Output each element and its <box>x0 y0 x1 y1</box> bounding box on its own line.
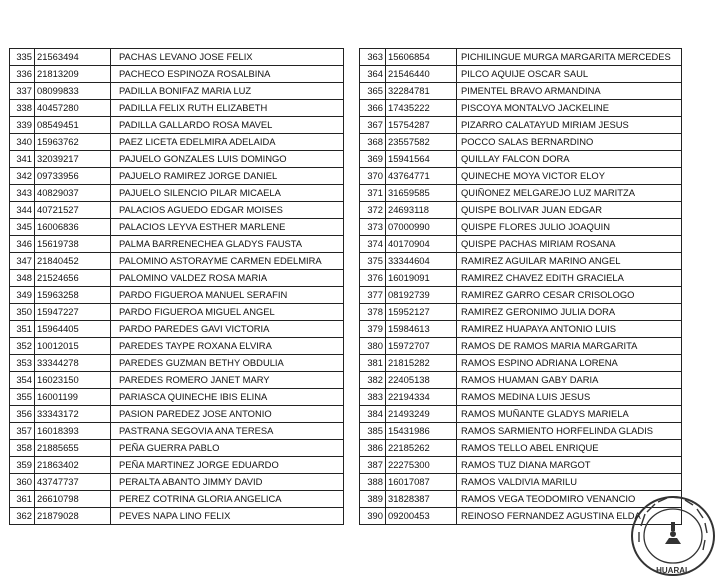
row-number: 341 <box>10 151 35 168</box>
full-name-cell: PASTRANA SEGOVIA ANA TERESA <box>111 423 344 440</box>
table-row <box>360 185 682 202</box>
row-number: 354 <box>10 372 35 389</box>
table-row <box>360 406 682 423</box>
dni-cell: 15606854 <box>386 49 457 66</box>
dni-cell: 09200453 <box>386 508 457 525</box>
dni-cell: 15431986 <box>386 423 457 440</box>
row-number: 383 <box>360 389 386 406</box>
dni-cell: 15619738 <box>35 236 111 253</box>
row-number: 345 <box>10 219 35 236</box>
table-row <box>360 372 682 389</box>
dni-cell: 32284781 <box>386 83 457 100</box>
table-row <box>10 134 344 151</box>
dni-cell: 16001199 <box>35 389 111 406</box>
table-row <box>360 83 682 100</box>
row-number: 388 <box>360 474 386 491</box>
row-number: 353 <box>10 355 35 372</box>
dni-cell: 21815282 <box>386 355 457 372</box>
table-row <box>10 338 344 355</box>
full-name-cell: PICHILINGUE MURGA MARGARITA MERCEDES <box>457 49 682 66</box>
full-name-cell: PAREDES ROMERO JANET MARY <box>111 372 344 389</box>
full-name-cell: RAMIREZ AGUILAR MARINO ANGEL <box>457 253 682 270</box>
dni-cell: 40829037 <box>35 185 111 202</box>
row-number: 340 <box>10 134 35 151</box>
left-roster-body <box>10 49 344 525</box>
dni-cell: 15972707 <box>386 338 457 355</box>
dni-cell: 33343172 <box>35 406 111 423</box>
dni-cell: 16017087 <box>386 474 457 491</box>
table-row <box>360 287 682 304</box>
row-number: 386 <box>360 440 386 457</box>
full-name-cell: RAMIREZ GERONIMO JULIA DORA <box>457 304 682 321</box>
full-name-cell: QUISPE FLORES JULIO JOAQUIN <box>457 219 682 236</box>
row-number: 365 <box>360 83 386 100</box>
dni-cell: 40457280 <box>35 100 111 117</box>
table-row <box>10 372 344 389</box>
full-name-cell: PAJUELO SILENCIO PILAR MICAELA <box>111 185 344 202</box>
row-number: 350 <box>10 304 35 321</box>
row-number: 369 <box>360 151 386 168</box>
row-number: 336 <box>10 66 35 83</box>
row-number: 339 <box>10 117 35 134</box>
row-number: 389 <box>360 491 386 508</box>
table-row <box>10 457 344 474</box>
full-name-cell: RAMOS TELLO ABEL ENRIQUE <box>457 440 682 457</box>
full-name-cell: PAREDES GUZMAN BETHY OBDULIA <box>111 355 344 372</box>
table-row <box>10 287 344 304</box>
full-name-cell: PALOMINO ASTORAYME CARMEN EDELMIRA <box>111 253 344 270</box>
row-number: 358 <box>10 440 35 457</box>
dni-cell: 16023150 <box>35 372 111 389</box>
dni-cell: 43747737 <box>35 474 111 491</box>
dni-cell: 33344278 <box>35 355 111 372</box>
dni-cell: 22405138 <box>386 372 457 389</box>
full-name-cell: PARDO FIGUEROA MIGUEL ANGEL <box>111 304 344 321</box>
dni-cell: 15941564 <box>386 151 457 168</box>
row-number: 385 <box>360 423 386 440</box>
row-number: 376 <box>360 270 386 287</box>
dni-cell: 08549451 <box>35 117 111 134</box>
table-row <box>360 49 682 66</box>
table-row <box>360 304 682 321</box>
full-name-cell: QUIÑONEZ MELGAREJO LUZ MARITZA <box>457 185 682 202</box>
dni-cell: 43764771 <box>386 168 457 185</box>
table-row <box>360 253 682 270</box>
table-row <box>360 117 682 134</box>
table-row <box>10 440 344 457</box>
dni-cell: 32039217 <box>35 151 111 168</box>
dni-cell: 22275300 <box>386 457 457 474</box>
table-row <box>360 236 682 253</box>
table-row <box>10 219 344 236</box>
table-row <box>360 134 682 151</box>
full-name-cell: PALACIOS AGUEDO EDGAR MOISES <box>111 202 344 219</box>
full-name-cell: PISCOYA MONTALVO JACKELINE <box>457 100 682 117</box>
dni-cell: 09733956 <box>35 168 111 185</box>
table-row <box>360 66 682 83</box>
full-name-cell: PAJUELO GONZALES LUIS DOMINGO <box>111 151 344 168</box>
full-name-cell: PIMENTEL BRAVO ARMANDINA <box>457 83 682 100</box>
dni-cell: 21563494 <box>35 49 111 66</box>
table-row <box>360 219 682 236</box>
row-number: 366 <box>360 100 386 117</box>
row-number: 372 <box>360 202 386 219</box>
dni-cell: 22194334 <box>386 389 457 406</box>
table-row <box>10 474 344 491</box>
table-row <box>10 49 344 66</box>
full-name-cell: PEÑA GUERRA PABLO <box>111 440 344 457</box>
full-name-cell: RAMOS SARMIENTO HORFELINDA GLADIS <box>457 423 682 440</box>
table-row <box>360 389 682 406</box>
full-name-cell: RAMOS TUZ DIANA MARGOT <box>457 457 682 474</box>
full-name-cell: RAMOS HUAMAN GABY DARIA <box>457 372 682 389</box>
full-name-cell: RAMOS ESPINO ADRIANA LORENA <box>457 355 682 372</box>
dni-cell: 10012015 <box>35 338 111 355</box>
full-name-cell: PAREDES TAYPE ROXANA ELVIRA <box>111 338 344 355</box>
row-number: 387 <box>360 457 386 474</box>
table-row <box>10 389 344 406</box>
row-number: 343 <box>10 185 35 202</box>
row-number: 380 <box>360 338 386 355</box>
full-name-cell: PARDO PAREDES GAVI VICTORIA <box>111 321 344 338</box>
official-seal-stamp-icon <box>627 492 719 580</box>
left-roster-table <box>9 48 344 525</box>
full-name-cell: PEVES NAPA LINO FELIX <box>111 508 344 525</box>
table-row <box>360 338 682 355</box>
dni-cell: 16018393 <box>35 423 111 440</box>
full-name-cell: PACHECO ESPINOZA ROSALBINA <box>111 66 344 83</box>
table-row <box>360 100 682 117</box>
full-name-cell: PARIASCA QUINECHE IBIS ELINA <box>111 389 344 406</box>
row-number: 384 <box>360 406 386 423</box>
full-name-cell: RAMOS DE RAMOS MARIA MARGARITA <box>457 338 682 355</box>
row-number: 360 <box>10 474 35 491</box>
table-row <box>360 270 682 287</box>
row-number: 364 <box>360 66 386 83</box>
full-name-cell: PALMA BARRENECHEA GLADYS FAUSTA <box>111 236 344 253</box>
dni-cell: 23557582 <box>386 134 457 151</box>
full-name-cell: PAJUELO RAMIREZ JORGE DANIEL <box>111 168 344 185</box>
full-name-cell: PILCO AQUIJE OSCAR SAUL <box>457 66 682 83</box>
dni-cell: 15964405 <box>35 321 111 338</box>
row-number: 382 <box>360 372 386 389</box>
full-name-cell: POCCO SALAS BERNARDINO <box>457 134 682 151</box>
row-number: 381 <box>360 355 386 372</box>
row-number: 344 <box>10 202 35 219</box>
row-number: 347 <box>10 253 35 270</box>
row-number: 363 <box>360 49 386 66</box>
right-roster-table <box>359 48 682 525</box>
table-row <box>10 423 344 440</box>
table-row <box>360 151 682 168</box>
full-name-cell: PERALTA ABANTO JIMMY DAVID <box>111 474 344 491</box>
row-number: 374 <box>360 236 386 253</box>
table-row <box>360 168 682 185</box>
row-number: 346 <box>10 236 35 253</box>
row-number: 378 <box>360 304 386 321</box>
full-name-cell: PADILLA BONIFAZ MARIA LUZ <box>111 83 344 100</box>
dni-cell: 24693118 <box>386 202 457 219</box>
table-row <box>10 151 344 168</box>
row-number: 379 <box>360 321 386 338</box>
full-name-cell: PAEZ LICETA EDELMIRA ADELAIDA <box>111 134 344 151</box>
full-name-cell: RAMOS VALDIVIA MARILU <box>457 474 682 491</box>
table-row <box>10 304 344 321</box>
table-row <box>10 83 344 100</box>
full-name-cell: QUILLAY FALCON DORA <box>457 151 682 168</box>
dni-cell: 21813209 <box>35 66 111 83</box>
dni-cell: 21885655 <box>35 440 111 457</box>
dni-cell: 21493249 <box>386 406 457 423</box>
dni-cell: 15984613 <box>386 321 457 338</box>
table-row <box>10 185 344 202</box>
dni-cell: 15963258 <box>35 287 111 304</box>
row-number: 352 <box>10 338 35 355</box>
table-row <box>360 321 682 338</box>
dni-cell: 22185262 <box>386 440 457 457</box>
table-row <box>10 406 344 423</box>
table-row <box>10 508 344 525</box>
row-number: 367 <box>360 117 386 134</box>
full-name-cell: PALACIOS LEYVA ESTHER MARLENE <box>111 219 344 236</box>
row-number: 338 <box>10 100 35 117</box>
full-name-cell: PADILLA FELIX RUTH ELIZABETH <box>111 100 344 117</box>
dni-cell: 40721527 <box>35 202 111 219</box>
row-number: 362 <box>10 508 35 525</box>
table-row <box>10 355 344 372</box>
dni-cell: 08192739 <box>386 287 457 304</box>
full-name-cell: PARDO FIGUEROA MANUEL SERAFIN <box>111 287 344 304</box>
row-number: 355 <box>10 389 35 406</box>
table-row <box>10 321 344 338</box>
table-row <box>10 66 344 83</box>
full-name-cell: RAMIREZ CHAVEZ EDITH GRACIELA <box>457 270 682 287</box>
row-number: 371 <box>360 185 386 202</box>
table-row <box>360 474 682 491</box>
table-row <box>360 457 682 474</box>
full-name-cell: RAMIREZ GARRO CESAR CRISOLOGO <box>457 287 682 304</box>
row-number: 370 <box>360 168 386 185</box>
full-name-cell: PIZARRO CALATAYUD MIRIAM JESUS <box>457 117 682 134</box>
row-number: 368 <box>360 134 386 151</box>
row-number: 359 <box>10 457 35 474</box>
table-row <box>360 423 682 440</box>
row-number: 373 <box>360 219 386 236</box>
seal-bottom-text: HUARAL <box>656 566 690 575</box>
table-row <box>10 270 344 287</box>
table-row <box>10 100 344 117</box>
table-row <box>360 202 682 219</box>
dni-cell: 21879028 <box>35 508 111 525</box>
row-number: 348 <box>10 270 35 287</box>
dni-cell: 15963762 <box>35 134 111 151</box>
table-row <box>10 491 344 508</box>
dni-cell: 16006836 <box>35 219 111 236</box>
dni-cell: 26610798 <box>35 491 111 508</box>
table-row <box>10 117 344 134</box>
row-number: 349 <box>10 287 35 304</box>
dni-cell: 15952127 <box>386 304 457 321</box>
table-row <box>360 440 682 457</box>
full-name-cell: REINOSO FERNANDEZ AGUSTINA ELDA <box>457 508 682 525</box>
full-name-cell: RAMOS MUÑANTE GLADYS MARIELA <box>457 406 682 423</box>
full-name-cell: QUINECHE MOYA VICTOR ELOY <box>457 168 682 185</box>
dni-cell: 15754287 <box>386 117 457 134</box>
full-name-cell: QUISPE BOLIVAR JUAN EDGAR <box>457 202 682 219</box>
full-name-cell: QUISPE PACHAS MIRIAM ROSANA <box>457 236 682 253</box>
row-number: 342 <box>10 168 35 185</box>
row-number: 375 <box>360 253 386 270</box>
full-name-cell: PADILLA GALLARDO ROSA MAVEL <box>111 117 344 134</box>
row-number: 351 <box>10 321 35 338</box>
dni-cell: 33344604 <box>386 253 457 270</box>
row-number: 335 <box>10 49 35 66</box>
row-number: 337 <box>10 83 35 100</box>
row-number: 357 <box>10 423 35 440</box>
full-name-cell: PALOMINO VALDEZ ROSA MARIA <box>111 270 344 287</box>
dni-cell: 16019091 <box>386 270 457 287</box>
full-name-cell: RAMOS VEGA TEODOMIRO VENANCIO <box>457 491 682 508</box>
dni-cell: 07000990 <box>386 219 457 236</box>
full-name-cell: PEREZ COTRINA GLORIA ANGELICA <box>111 491 344 508</box>
row-number: 361 <box>10 491 35 508</box>
full-name-cell: PEÑA MARTINEZ JORGE EDUARDO <box>111 457 344 474</box>
dni-cell: 21546440 <box>386 66 457 83</box>
table-row <box>10 236 344 253</box>
full-name-cell: RAMOS MEDINA LUIS JESUS <box>457 389 682 406</box>
dni-cell: 21840452 <box>35 253 111 270</box>
row-number: 356 <box>10 406 35 423</box>
table-row <box>10 253 344 270</box>
right-roster-body <box>360 49 682 525</box>
row-number: 377 <box>360 287 386 304</box>
dni-cell: 21524656 <box>35 270 111 287</box>
dni-cell: 31828387 <box>386 491 457 508</box>
dni-cell: 15947227 <box>35 304 111 321</box>
row-number: 390 <box>360 508 386 525</box>
dni-cell: 17435222 <box>386 100 457 117</box>
full-name-cell: PASION PAREDEZ JOSE ANTONIO <box>111 406 344 423</box>
table-row <box>10 202 344 219</box>
dni-cell: 08099833 <box>35 83 111 100</box>
full-name-cell: RAMIREZ HUAPAYA ANTONIO LUIS <box>457 321 682 338</box>
dni-cell: 40170904 <box>386 236 457 253</box>
table-row <box>360 355 682 372</box>
table-row <box>10 168 344 185</box>
dni-cell: 21863402 <box>35 457 111 474</box>
full-name-cell: PACHAS LEVANO JOSE FELIX <box>111 49 344 66</box>
dni-cell: 31659585 <box>386 185 457 202</box>
